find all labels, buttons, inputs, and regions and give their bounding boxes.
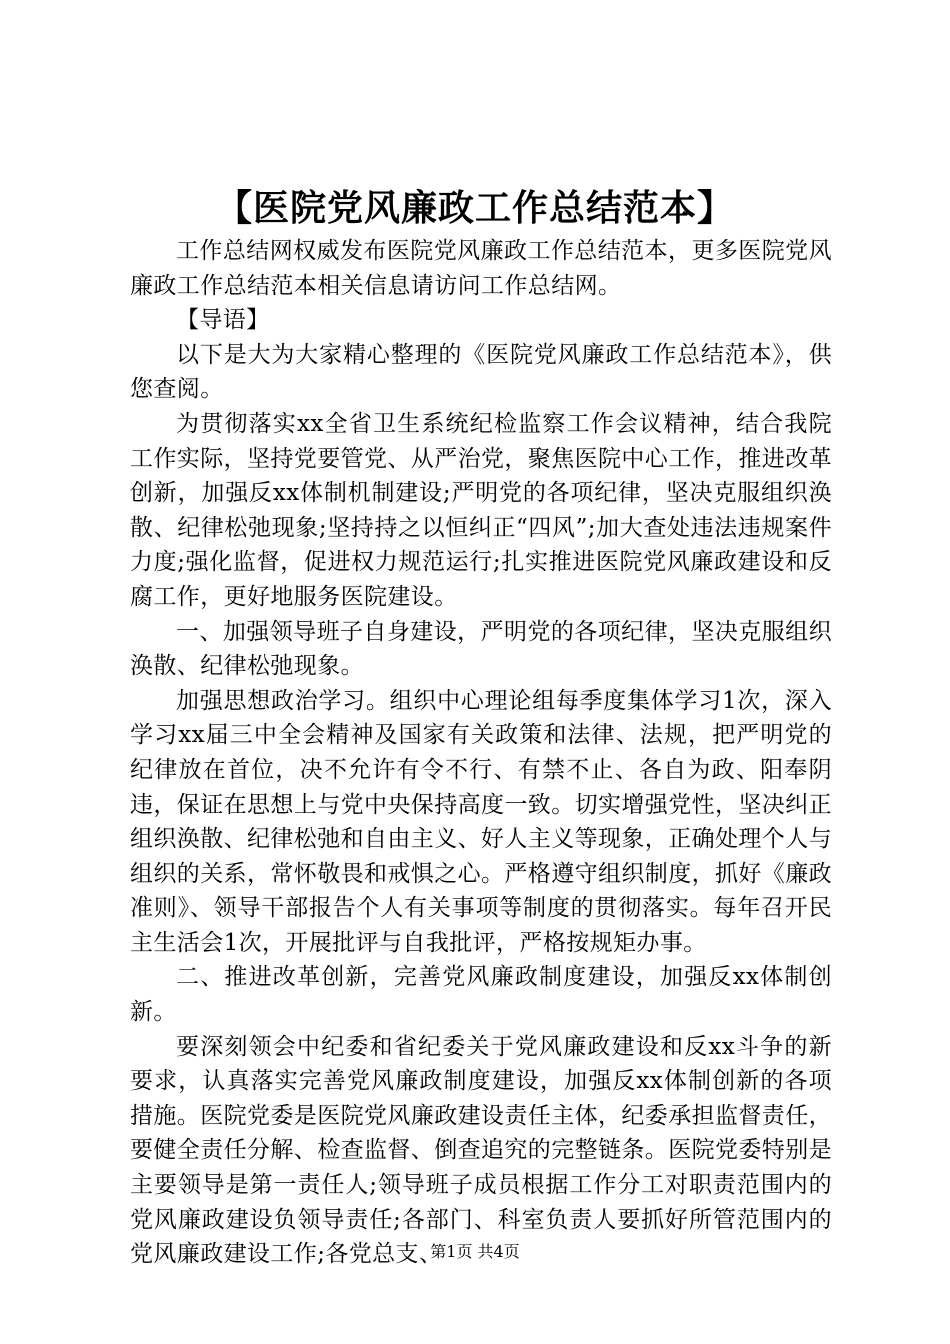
paragraph-overview: 为贯彻落实xx全省卫生系统纪检监察工作会议精神，结合我院工作实际，坚持党要管党、从严治党，聚焦医院中心工作，推进改革创新，加强反xx体制机制建设;严明党的各项纪律，坚决克服组织涣散、纪律松弛现象;坚持持之以恒纠正“四风”;加大查处违法违规案件力度;强化监督，促进权力规范运行;扎实推进医院党风廉政建设和反腐工作，更好地服务医院建设。	[130, 410, 832, 610]
paragraph-section-2: 要深刻领会中纪委和省纪委关于党风廉政建设和反xx斗争的新要求，认真落实完善党风廉政制度建设，加强反xx体制创新的各项措施。医院党委是医院党风廉政建设责任主体，纪委承担监督责任，要健全责任分解、检查监督、倒查追究的完整链条。医院党委特别是主要领导是第一责任人;领导班子成员根据工作分工对职责范围内的党风廉政建设负领导责任;各部门、科室负责人要抓好所管范围内的党风廉政建设工作;各党总支、	[130, 1033, 832, 1268]
paragraph-lead: 以下是大为大家精心整理的《医院党风廉政工作总结范本》，供您查阅。	[130, 341, 832, 403]
document-title: 【医院党风廉政工作总结范本】	[215, 187, 734, 229]
paragraph-lead-heading: 【导语】	[176, 307, 270, 334]
section-heading-1: 一、加强领导班子自身建设，严明党的各项纪律，坚决克服组织涣散、纪律松弛现象。	[130, 618, 832, 680]
paragraph-intro: 工作总结网权威发布医院党风廉政工作总结范本，更多医院党风廉政工作总结范本相关信息请访问工作总结网。	[130, 238, 832, 299]
page-number-footer: 第1页 共4页	[430, 1242, 520, 1261]
section-heading-2: 二、推进改革创新，完善党风廉政制度建设，加强反xx体制创新。	[130, 964, 832, 1026]
document-body	[130, 234, 832, 1272]
paragraph-section-1: 加强思想政治学习。组织中心理论组每季度集体学习1次，深入学习xx届三中全会精神及国家有关政策和法律、法规，把严明党的纪律放在首位，决不允许有令不行、有禁不止、各自为政、阳奉阴违，保证在思想上与党中央保持高度一致。切实增强党性，坚决纠正组织涣散、纪律松弛和自由主义、好人主义等现象，正确处理个人与组织的关系，常怀敬畏和戒惧之心。严格遵守组织制度，抓好《廉政准则》、领导干部报告个人有关事项等制度的贯彻落实。每年召开民主生活会1次，开展批评与自我批评，严格按规矩办事。	[130, 687, 832, 956]
